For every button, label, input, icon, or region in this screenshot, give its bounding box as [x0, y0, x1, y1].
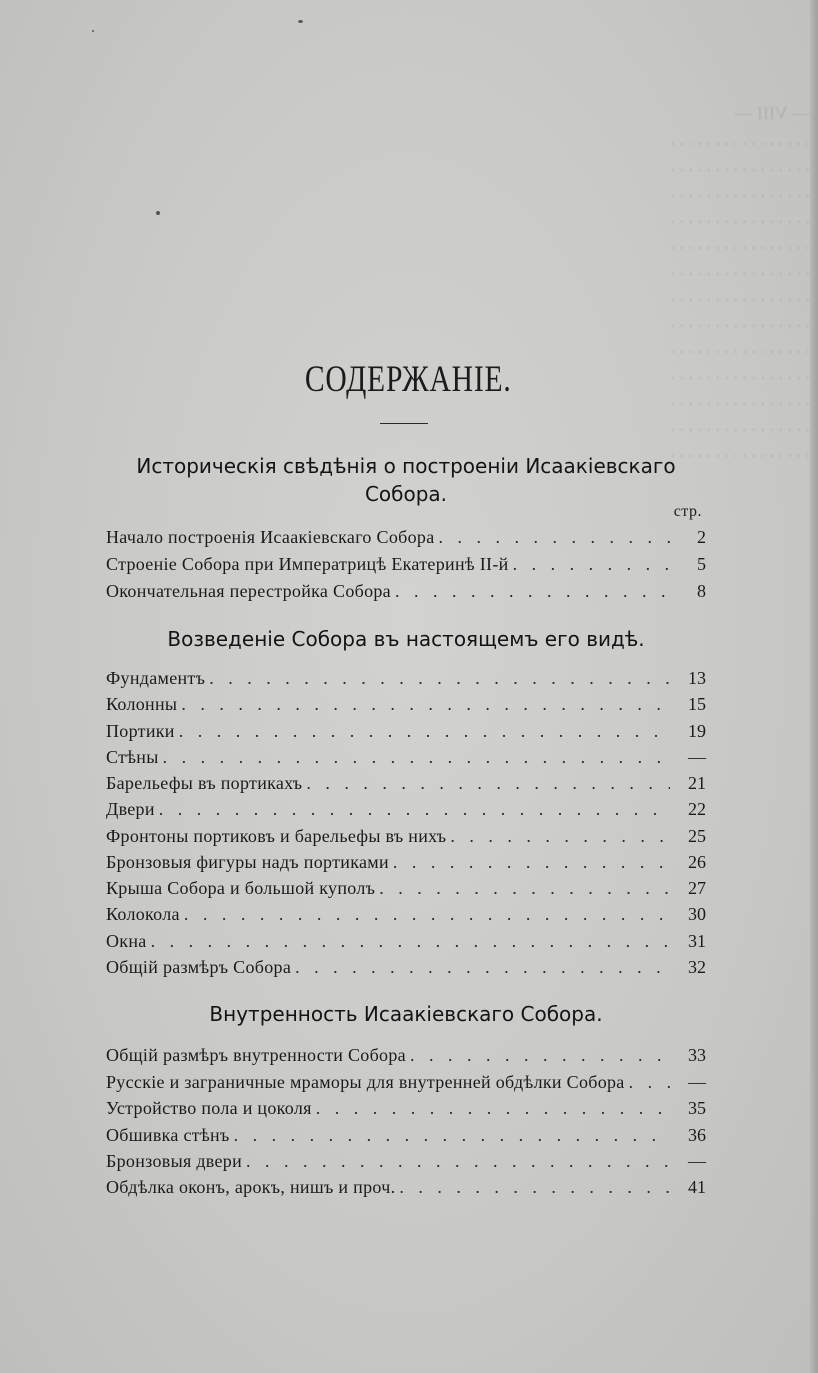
- toc-entry-page: 8: [697, 581, 706, 601]
- toc-entry: [106, 743, 706, 769]
- toc-entry-page: 31: [688, 931, 706, 951]
- section-heading-history: Историческія свѣдѣнія о построеніи Исаакіевскаго: [136, 454, 676, 478]
- leader-dots: [399, 1175, 670, 1199]
- toc-entry-page: 26: [688, 852, 706, 872]
- paper-speck: [92, 30, 94, 32]
- leader-dots: [306, 771, 670, 795]
- toc-entry: [106, 1121, 706, 1147]
- leader-dots: [410, 1043, 670, 1067]
- toc-entry-page: 41: [688, 1177, 706, 1197]
- toc-entry-page: 32: [688, 957, 706, 977]
- toc-entry-page: 30: [688, 904, 706, 924]
- toc-entry: [106, 550, 706, 576]
- leader-dots: [513, 552, 670, 576]
- toc-entry: [106, 874, 706, 900]
- leader-dots: [151, 929, 670, 953]
- toc-entry-page: 13: [688, 668, 706, 688]
- toc-entry: [106, 717, 706, 743]
- leader-dots: [629, 1070, 670, 1094]
- toc-entry-page: 36: [688, 1125, 706, 1145]
- toc-entry: [106, 1173, 706, 1199]
- toc-entry: [106, 795, 706, 821]
- toc-entry-page: —: [688, 1151, 706, 1171]
- leader-dots: [295, 955, 670, 979]
- toc-entry: [106, 577, 706, 603]
- toc-entry-page: 22: [688, 799, 706, 819]
- toc-entry-label: Портики: [106, 721, 175, 741]
- toc-entry-label: Колонны: [106, 694, 178, 714]
- toc-entry-page: 27: [688, 878, 706, 898]
- leader-dots: [438, 525, 670, 549]
- page-edge-shadow: [810, 0, 818, 1373]
- leader-dots: [450, 824, 670, 848]
- toc-entry-label: Колокола: [106, 904, 180, 924]
- toc-entry-label: Крыша Собора и большой куполъ: [106, 878, 376, 898]
- toc-entry-label: Окончательная перестройка Собора: [106, 581, 391, 601]
- toc-entry-label: Обшивка стѣнъ: [106, 1125, 230, 1145]
- toc-entry: [106, 927, 706, 953]
- leader-dots: [181, 692, 670, 716]
- toc-entry-label: Барельефы въ портикахъ: [106, 773, 303, 793]
- toc-entry-page: 35: [688, 1098, 706, 1118]
- leader-dots: [393, 850, 670, 874]
- leader-dots: [395, 579, 670, 603]
- toc-entry-label: Фронтоны портиковъ и барельефы въ нихъ: [106, 826, 447, 846]
- toc-entry-label: Двери: [106, 799, 155, 819]
- toc-entry-page: 15: [688, 694, 706, 714]
- toc-entry: [106, 690, 706, 716]
- toc-entry-label: Строеніе Собора при Императрицѣ Екатеринѣ II-й: [106, 554, 509, 574]
- page-column-label: стр.: [673, 503, 702, 520]
- section-heading-history-cont: Собора.: [364, 482, 448, 506]
- toc-entry: [106, 523, 706, 549]
- toc-entry-label: Бронзовыя фигуры надъ портиками: [106, 852, 389, 872]
- leader-dots: [316, 1096, 670, 1120]
- toc-entry: [106, 900, 706, 926]
- leader-dots: [379, 876, 670, 900]
- leader-dots: [246, 1149, 670, 1173]
- toc-entry: [106, 822, 706, 848]
- toc-entry: [106, 1041, 706, 1067]
- paper-speck: [298, 20, 303, 23]
- toc-entry: [106, 953, 706, 979]
- toc-entry-page: 25: [688, 826, 706, 846]
- toc-entry-page: 21: [688, 773, 706, 793]
- toc-entry-label: Фундаментъ: [106, 668, 206, 688]
- section-heading-interior: Внутренность Исаакіевскаго Собора.: [209, 1002, 603, 1026]
- toc-entry-label: Окна: [106, 931, 147, 951]
- toc-entry-page: 5: [697, 554, 706, 574]
- leader-dots: [184, 902, 670, 926]
- toc-entry-label: Бронзовыя двери: [106, 1151, 243, 1171]
- toc-entry-page: —: [688, 747, 706, 767]
- toc-entry-label: Русскіе и заграничные мраморы для внутренней обдѣлки Собора: [106, 1072, 625, 1092]
- leader-dots: [209, 666, 670, 690]
- toc-entry-page: 19: [688, 721, 706, 741]
- leader-dots: [234, 1123, 670, 1147]
- toc-entry-label: Обдѣлка оконъ, арокъ, нишъ и проч.: [106, 1177, 396, 1197]
- toc-entry: [106, 1094, 706, 1120]
- paper-speck: [156, 211, 160, 215]
- toc-entry-label: Устройство пола и цоколя: [106, 1098, 312, 1118]
- toc-entry: [106, 1147, 706, 1173]
- title-divider: [380, 423, 428, 424]
- toc-entry: [106, 769, 706, 795]
- section-heading-construction: Возведеніе Собора въ настоящемъ его видѣ.: [167, 627, 645, 651]
- toc-entry-page: —: [688, 1072, 706, 1092]
- toc-entry-label: Общій размѣръ Собора: [106, 957, 292, 977]
- leader-dots: [159, 797, 670, 821]
- toc-entry-label: Начало построенія Исаакіевскаго Собора: [106, 527, 435, 547]
- toc-entry: [106, 848, 706, 874]
- bleed-through-texture: — VIII — . . . . . . . . . . . . . . . . . . . . . . . . . . . . . . . . . . . . . . . . . . . . . . . . . . . . . . . . . . . . . . . . . . . . . . . . . . . . . . . . . . . . . . . . . . . . . . . . . . . . . . . . . . . . . . . . . . . . . . . . . . . . . . . . . . . . . . . . . . . . . . . . . . . . . . . . . . . . . . . . . . . . . . . . . . . . . . . . . . . . . . . . . . . . . . . . . . . . . . . . . . . . . . . .: [670, 103, 810, 461]
- leader-dots: [179, 719, 670, 743]
- toc-entry: [106, 1068, 706, 1094]
- toc-entry: [106, 664, 706, 690]
- toc-entry-label: Общій размѣръ внутренности Собора: [106, 1045, 406, 1065]
- leader-dots: [163, 745, 670, 769]
- toc-entry-label: Стѣны: [106, 747, 159, 767]
- page-title: СОДЕРЖАНІЕ.: [304, 359, 512, 400]
- toc-entry-page: 33: [688, 1045, 706, 1065]
- toc-entry-page: 2: [697, 527, 706, 547]
